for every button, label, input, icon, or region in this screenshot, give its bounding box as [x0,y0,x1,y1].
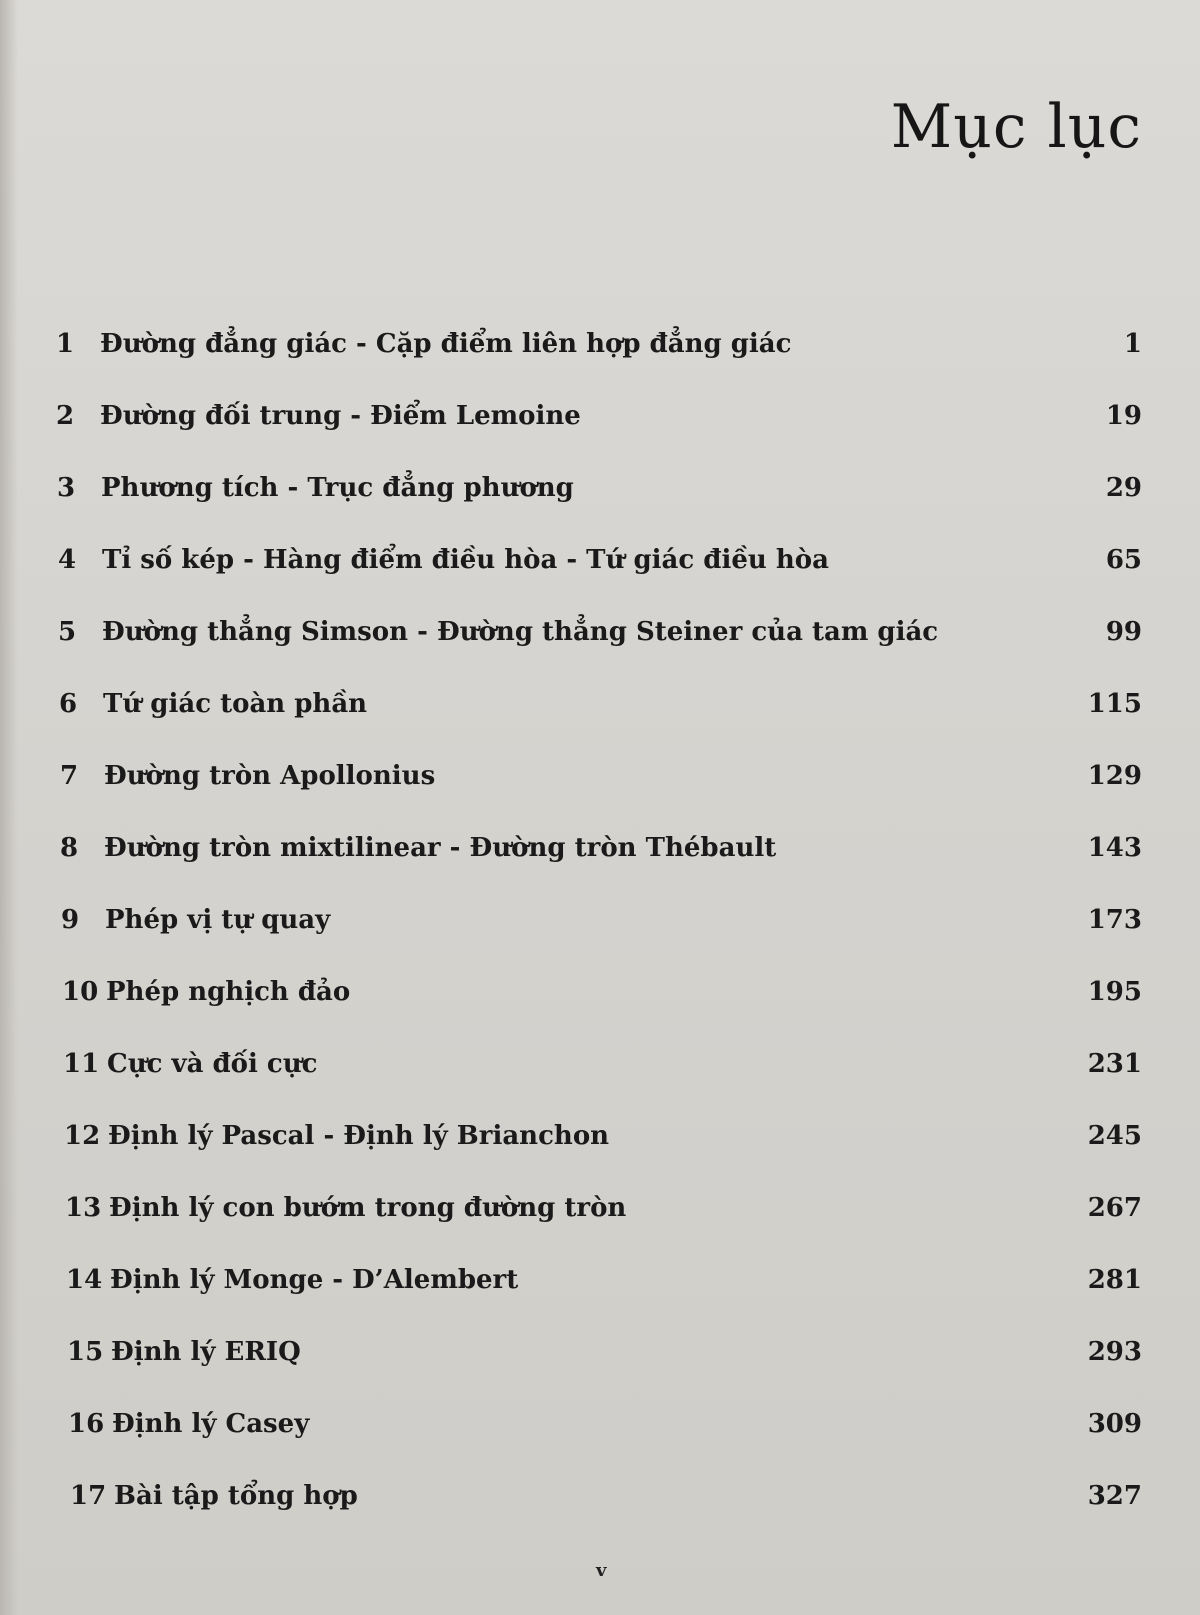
toc-entry [0,1388,1200,1460]
toc-entry [0,884,1200,956]
chapter-page: 143 [1087,833,1142,863]
chapter-number: 13 [65,1193,102,1223]
chapter-title: Định lý Monge - D’Alembert [110,1265,519,1295]
toc-entry [0,740,1200,812]
toc-entry [0,812,1200,884]
chapter-number: 2 [56,401,75,431]
chapter-title: Đường thẳng Simson - Đường thẳng Steiner của tam giác [102,617,939,647]
toc-entry [0,1100,1200,1172]
chapter-page: 293 [1087,1337,1142,1367]
chapter-title: Định lý Pascal - Định lý Brianchon [108,1121,610,1151]
chapter-number: 11 [63,1049,100,1079]
chapter-title: Tỉ số kép - Hàng điểm điều hòa - Tứ giác điều hòa [102,545,829,575]
chapter-number: 7 [60,761,79,791]
chapter-title: Đường tròn mixtilinear - Đường tròn Thébault [104,833,777,863]
chapter-title: Định lý Casey [112,1409,310,1439]
toc-entry [0,668,1200,740]
chapter-page: 327 [1087,1481,1142,1511]
chapter-page: 99 [1105,617,1142,647]
chapter-page: 173 [1087,905,1142,935]
toc-entry [0,308,1200,380]
toc-entry [0,1460,1200,1532]
page-title: Mục lục [890,92,1142,162]
chapter-title: Tứ giác toàn phần [103,689,368,719]
chapter-page: 245 [1087,1121,1142,1151]
chapter-number: 10 [62,977,99,1007]
chapter-page: 129 [1087,761,1142,791]
toc-entry [0,596,1200,668]
chapter-page: 19 [1105,401,1142,431]
toc-entry [0,1028,1200,1100]
chapter-page: 29 [1105,473,1142,503]
chapter-number: 8 [60,833,79,863]
toc-entry [0,1244,1200,1316]
chapter-page: 115 [1087,689,1142,719]
toc-entry [0,452,1200,524]
chapter-number: 3 [57,473,76,503]
chapter-number: 14 [66,1265,103,1295]
page-number: v [596,1560,607,1581]
chapter-page: 65 [1105,545,1142,575]
chapter-page: 267 [1087,1193,1142,1223]
chapter-page: 195 [1087,977,1142,1007]
chapter-number: 12 [64,1121,101,1151]
chapter-page: 1 [1123,329,1142,359]
toc-entry [0,380,1200,452]
chapter-title: Phép vị tự quay [105,905,331,935]
toc-entry [0,1172,1200,1244]
chapter-number: 4 [58,545,77,575]
chapter-number: 15 [67,1337,104,1367]
chapter-page: 281 [1087,1265,1142,1295]
chapter-number: 1 [56,329,75,359]
chapter-title: Đường tròn Apollonius [104,761,436,791]
chapter-number: 5 [58,617,77,647]
chapter-number: 17 [70,1481,107,1511]
chapter-title: Định lý ERIQ [111,1337,301,1367]
toc-entry [0,1316,1200,1388]
chapter-number: 16 [68,1409,105,1439]
table-of-contents [0,308,1200,1532]
chapter-title: Đường đẳng giác - Cặp điểm liên hợp đẳng giác [100,329,792,359]
chapter-number: 9 [61,905,80,935]
toc-entry [0,524,1200,596]
chapter-number: 6 [59,689,78,719]
chapter-title: Phép nghịch đảo [106,977,351,1007]
chapter-title: Định lý con bướm trong đường tròn [109,1193,627,1223]
toc-entry [0,956,1200,1028]
chapter-title: Cực và đối cực [107,1049,318,1079]
chapter-page: 231 [1087,1049,1142,1079]
chapter-title: Đường đối trung - Điểm Lemoine [100,401,581,431]
chapter-page: 309 [1087,1409,1142,1439]
chapter-title: Bài tập tổng hợp [114,1481,358,1511]
chapter-title: Phương tích - Trục đẳng phương [101,473,574,503]
